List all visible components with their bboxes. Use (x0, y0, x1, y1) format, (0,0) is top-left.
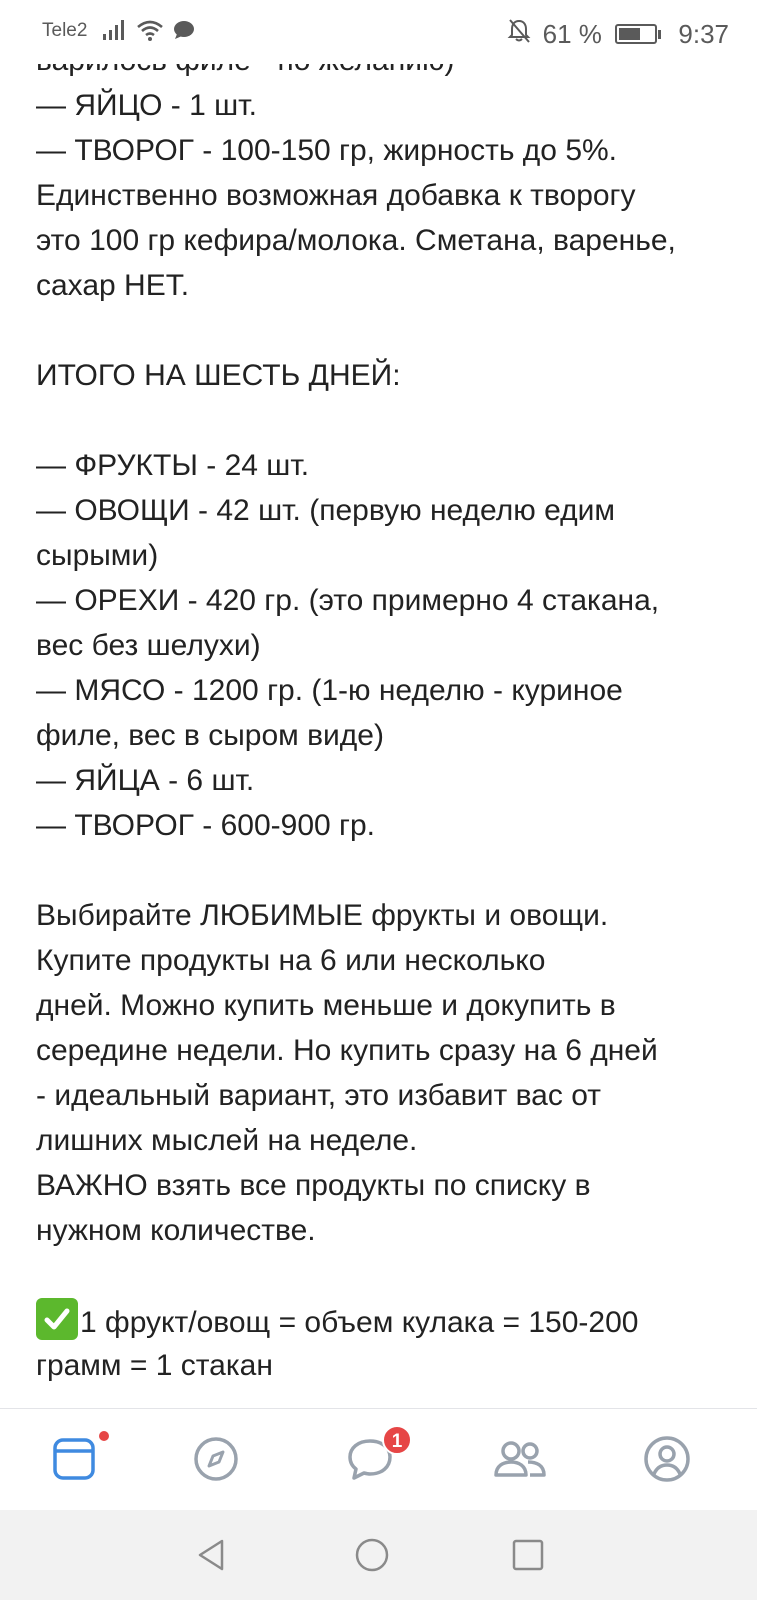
post-line: Единственно возможная добавка к творогу (36, 179, 636, 212)
compass-icon (188, 1431, 244, 1487)
message-bubble-icon (173, 20, 195, 45)
post-line: грамм = 1 стакан (36, 1349, 273, 1382)
post-line: лишних мыслей на неделе. (36, 1124, 418, 1157)
status-bar (0, 0, 757, 64)
post-line: дней. Можно купить меньше и докупить в (36, 989, 616, 1022)
tab-profile[interactable] (639, 1431, 695, 1487)
blank-line (36, 1253, 736, 1298)
signal-icon (102, 19, 126, 46)
home-circle-icon (352, 1535, 392, 1575)
bottom-tab-bar (0, 1408, 757, 1510)
silent-bell-icon (507, 18, 531, 51)
post-line: Выбирайте ЛЮБИМЫЕ фрукты и овощи. (36, 899, 609, 932)
battery-tip (658, 30, 661, 39)
post-line: — МЯСО - 1200 гр. (1-ю неделю - куриное (36, 674, 623, 707)
post-line: — ЯЙЦА - 6 шт. (36, 764, 255, 797)
check-line-text: 1 фрукт/овощ = объем кулака = 150-200 (80, 1306, 639, 1339)
nav-back-button[interactable] (192, 1535, 232, 1575)
post-line: — ЯЙЦО - 1 шт. (36, 89, 257, 122)
post-line: нужном количестве. (36, 1214, 316, 1247)
nav-home-button[interactable] (352, 1535, 392, 1575)
system-nav-bar (0, 1510, 757, 1600)
tab-discover[interactable] (188, 1431, 244, 1487)
unread-messages-badge: 1 (382, 1425, 412, 1455)
wifi-icon (136, 18, 164, 47)
post-line: сырыми) (36, 539, 159, 572)
post-line: ИТОГО НА ШЕСТЬ ДНЕЙ: (36, 359, 401, 392)
check-mark-button-icon (36, 1298, 78, 1340)
battery-percent: 61 % (542, 18, 602, 49)
recents-square-icon (508, 1535, 548, 1575)
carrier-name: Tele2 (42, 20, 88, 41)
blank-line (36, 398, 736, 443)
blank-line (36, 308, 736, 353)
post-line: — ФРУКТЫ - 24 шт. (36, 449, 310, 482)
nav-recents-button[interactable] (508, 1535, 548, 1575)
back-triangle-icon (192, 1535, 232, 1575)
news-feed-icon (47, 1431, 103, 1487)
post-line: ВАЖНО взять все продукты по списку в (36, 1169, 591, 1202)
new-content-dot (99, 1431, 109, 1441)
tab-friends[interactable] (490, 1431, 546, 1487)
post-line: — ТВОРОГ - 600-900 гр. (36, 809, 375, 842)
post-line: - идеальный вариант, это избавит вас от (36, 1079, 601, 1112)
post-line: — ОРЕХИ - 420 гр. (это примерно 4 стакана, (36, 584, 660, 617)
post-line: вес без шелухи) (36, 629, 261, 662)
clock: 9:37 (678, 18, 729, 49)
tab-news[interactable] (47, 1431, 103, 1487)
post-line: — ТВОРОГ - 100-150 гр, жирность до 5%. (36, 134, 618, 167)
post-line: сахар НЕТ. (36, 269, 190, 302)
post-line: филе, вес в сыром виде) (36, 719, 384, 752)
post-line: Купите продукты на 6 или несколько (36, 944, 546, 977)
post-line: — ОВОЩИ - 42 шт. (первую неделю едим (36, 494, 615, 527)
post-line-check (36, 1298, 736, 1343)
tab-messages[interactable] (342, 1431, 403, 1487)
blank-line (36, 848, 736, 893)
friends-icon (490, 1431, 550, 1487)
post-line: середине недели. Но купить сразу на 6 дней (36, 1034, 658, 1067)
profile-icon (639, 1431, 695, 1487)
post-line: это 100 гр кефира/молока. Сметана, варенье, (36, 224, 676, 257)
battery-icon (615, 24, 657, 44)
post-text (36, 38, 736, 1388)
